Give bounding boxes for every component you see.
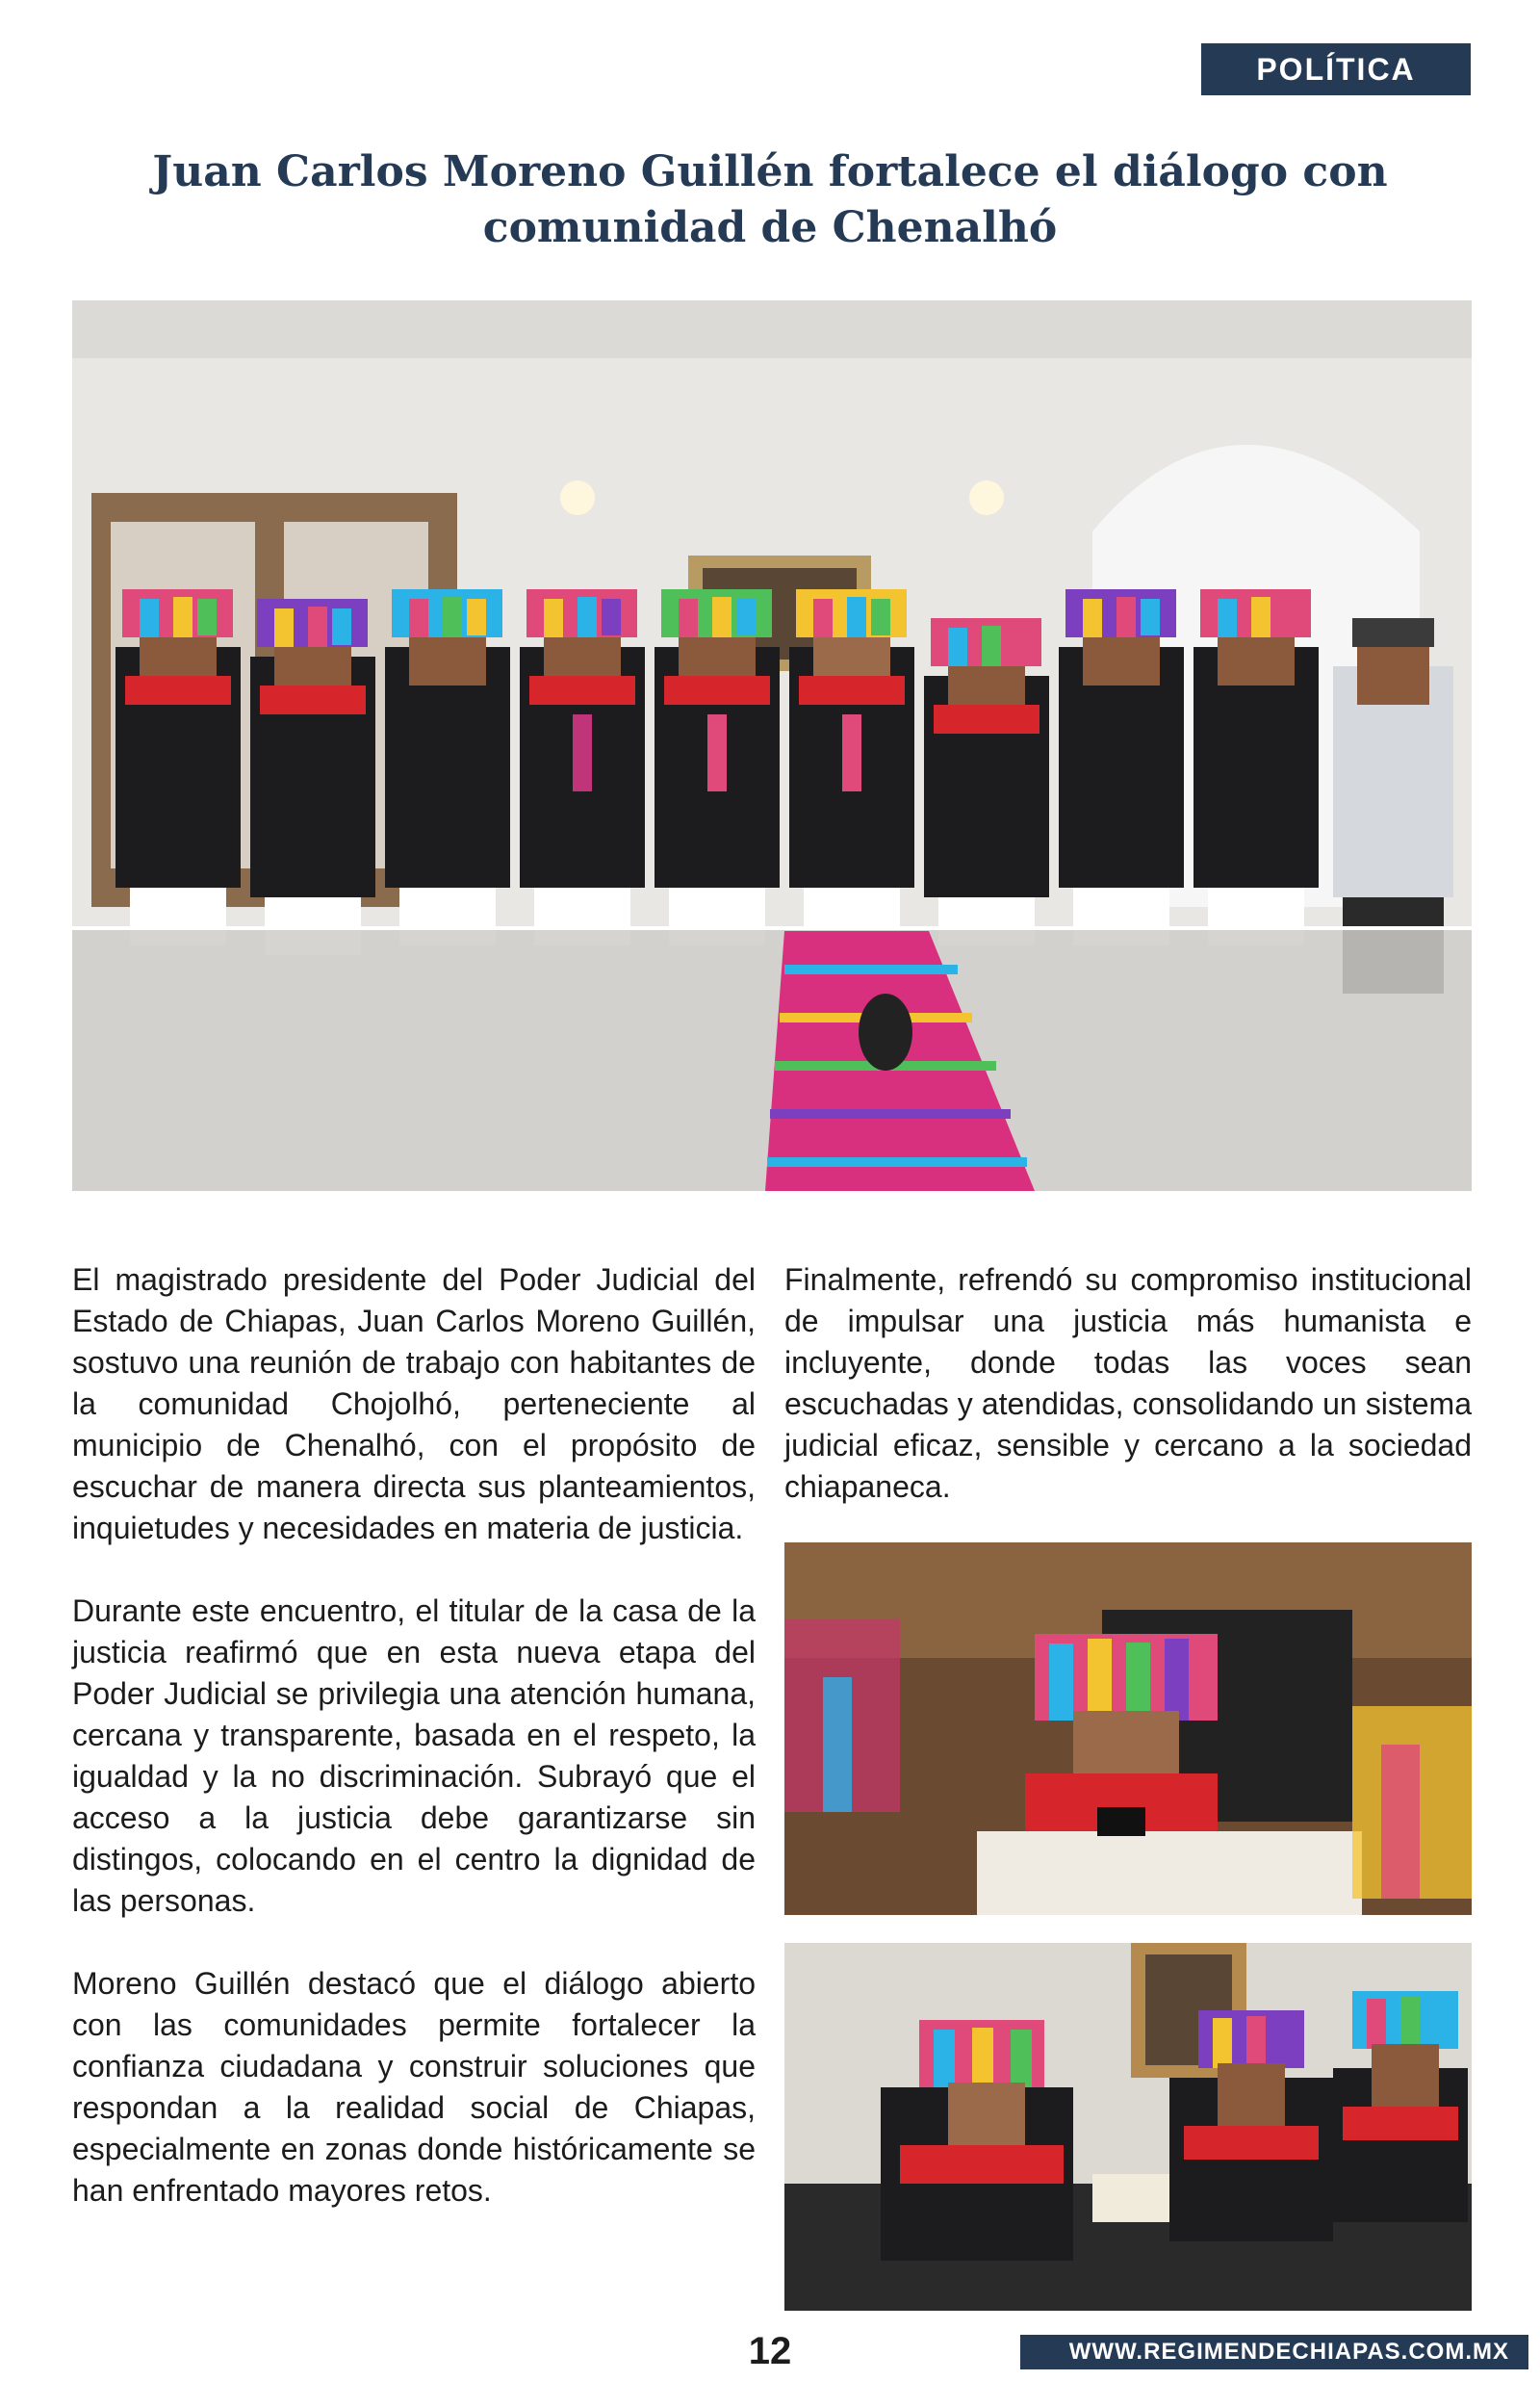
article-body-right — [784, 1259, 1472, 1508]
magistrate-photo — [784, 1542, 1472, 1915]
section-label: POLÍTICA — [1201, 43, 1471, 95]
paragraph: Finalmente, refrendó su compromiso institucional de impulsar una justicia más humanista e incluyente, donde todas las voces sean escuchadas y atendidas, consolidando un sistema judicial eficaz, sensible y cercano a la sociedad chiapaneca. — [784, 1262, 1472, 1504]
meeting-photo — [784, 1943, 1472, 2311]
paragraph: Durante este encuentro, el titular de la casa de la justicia reafirmó que en esta nueva etapa del Poder Judicial se privilegia una atención humana, cercana y transparente, basada en el respeto, la igualdad y la no discriminación. Subrayó que el acceso a la justicia debe garantizarse sin distingos, colocando en el centro la dignidad de las personas. — [72, 1593, 756, 1918]
paragraph: El magistrado presidente del Poder Judicial del Estado de Chiapas, Juan Carlos Moreno Guillén, sostuvo una reunión de trabajo con habitantes de la comunidad Chojolhó, perteneciente al municipio de Chenalhó, con el propósito de escuchar de manera directa sus planteamientos, inquietudes y necesidades en materia de justicia. — [72, 1262, 756, 1545]
page-number: 12 — [748, 2330, 792, 2372]
article-headline: Juan Carlos Moreno Guillén fortalece el diálogo con comunidad de Chenalhó — [152, 147, 1388, 252]
article-body-left — [72, 1259, 756, 2212]
paragraph: Moreno Guillén destacó que el diálogo abierto con las comunidades permite fortalecer la confianza ciudadana y construir soluciones que respondan a la realidad social de Chiapas, especialmente en zonas donde históricamente se han enfrentado mayores retos. — [72, 1966, 756, 2208]
website-url[interactable]: WWW.REGIMENDECHIAPAS.COM.MX — [1020, 2335, 1528, 2369]
main-group-photo — [72, 300, 1472, 1191]
